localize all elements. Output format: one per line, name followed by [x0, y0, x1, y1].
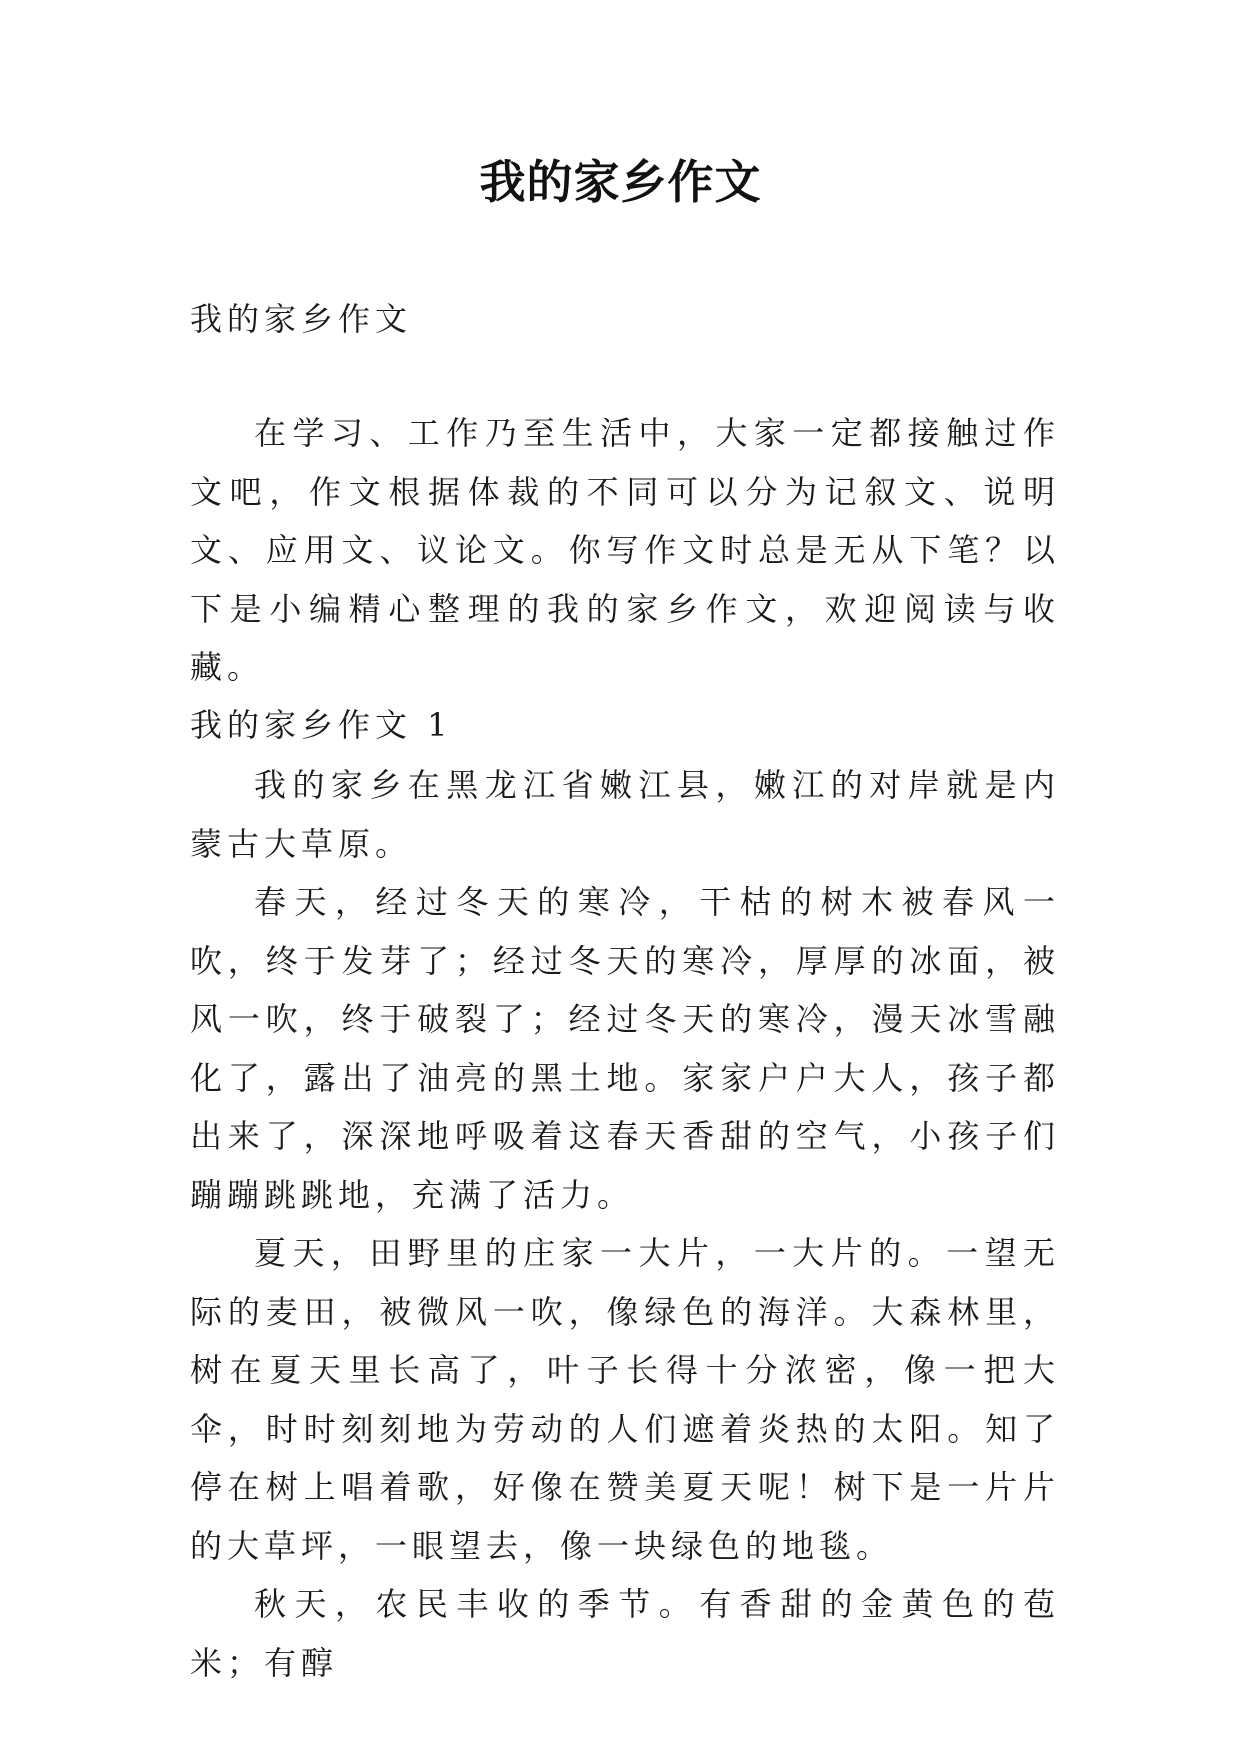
document-title: 我的家乡作文	[479, 155, 762, 209]
section-heading: 我的家乡作文 1	[190, 706, 453, 744]
essay-paragraph-summer: 夏天，田野里的庄家一大片，一大片的。一望无际的麦田，被微风一吹，像绿色的海洋。大森林里，树在夏天里长高了，叶子长得十分浓密，像一把大伞，时时刻刻地为劳动的人们遮着炎热的太阳。知了停在树上唱着歌，好像在赞美夏天呢！树下是一片片的大草坪，一眼望去，像一块绿色的地毯。	[190, 1234, 1060, 1565]
essay-paragraph-autumn: 秋天，农民丰收的季节。有香甜的金黄色的苞米；有醇	[190, 1585, 1060, 1682]
essay-paragraph-spring: 春天，经过冬天的寒冷，干枯的树木被春风一吹，终于发芽了；经过冬天的寒冷，厚厚的冰面，被风一吹，终于破裂了；经过冬天的寒冷，漫天冰雪融化了，露出了油亮的黑土地。家家户户大人，孩子都出来了，深深地呼吸着这春天香甜的空气，小孩子们蹦蹦跳跳地，充满了活力。	[190, 883, 1060, 1214]
intro-paragraph: 在学习、工作乃至生活中，大家一定都接触过作文吧，作文根据体裁的不同可以分为记叙文、说明文、应用文、议论文。你写作文时总是无从下笔？以下是小编精心整理的我的家乡作文，欢迎阅读与收藏。	[190, 414, 1060, 686]
document-subtitle: 我的家乡作文	[190, 300, 413, 338]
essay-paragraph-hometown: 我的家乡在黑龙江省嫩江县，嫩江的对岸就是内蒙古大草原。	[190, 766, 1060, 863]
section-body	[190, 756, 1060, 1692]
